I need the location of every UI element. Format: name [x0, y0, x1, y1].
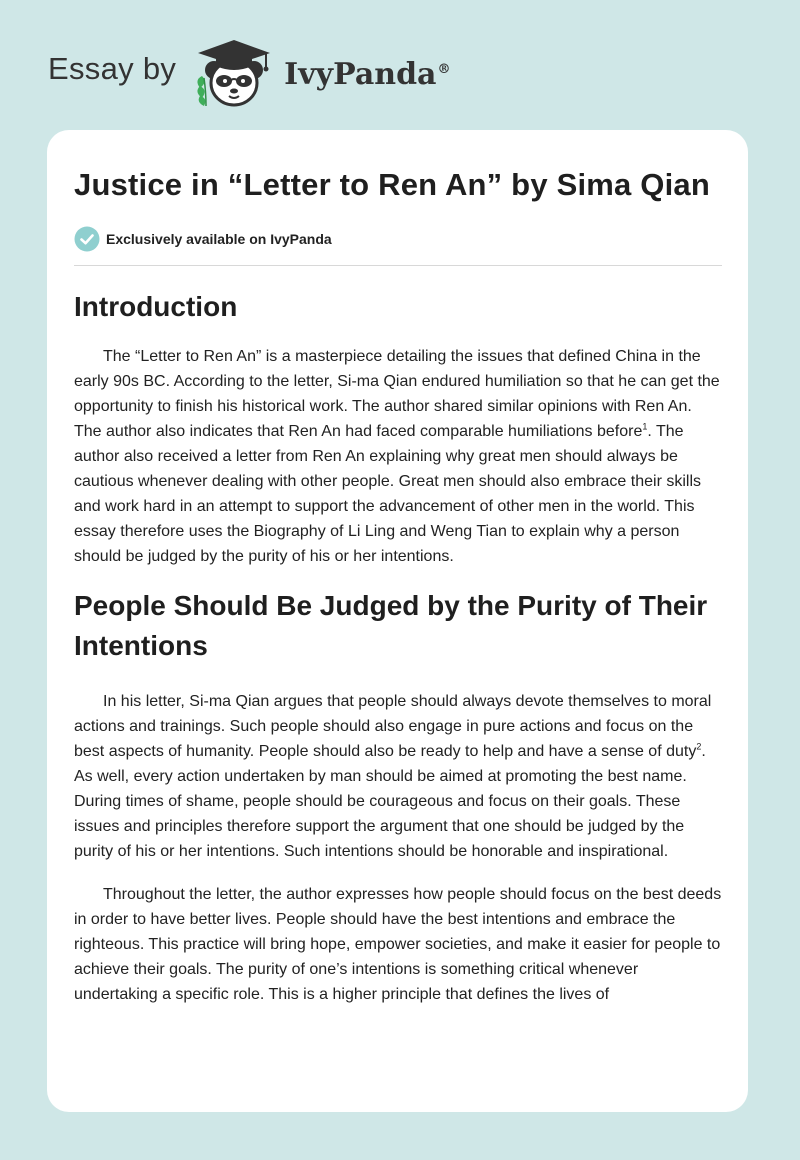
section-heading-purity: People Should Be Judged by the Purity of Their Intentions	[74, 590, 708, 661]
exclusive-badge-text: Exclusively available on IvyPanda	[106, 230, 332, 247]
paragraph-text: . As well, every action undertaken by man should be aimed at promoting the best name. During times of shame, people should be courageous and focus on their goals. These issues and principles therefore support the argument that one should be judged by the purity of his or her intentions. Such intentions should be honorable and inspirational.	[74, 743, 706, 860]
brand-header	[48, 34, 451, 110]
title-divider	[74, 265, 722, 266]
footnote-ref-1[interactable]: 1	[642, 421, 648, 432]
paragraph-text: In his letter, Si-ma Qian argues that people should always devote themselves to moral actions and trainings. Such people should also engage in pure actions and focus on the best aspects of humanity. People should also be ready to help and have a sense of duty	[74, 693, 712, 760]
paragraph-text: The “Letter to Ren An” is a masterpiece detailing the issues that defined China in the early 90s BC. According to the letter, Si-ma Qian endured humiliation so that he can get the opportunity to finish his historical work. The author shared similar opinions with Ren An. The author also indicates that Ren An had faced comparable humiliations before	[74, 348, 720, 440]
exclusive-badge	[74, 225, 722, 252]
essay-title: Justice in “Letter to Ren An” by Sima Qian	[74, 167, 710, 202]
brand-prefix: Essay by	[48, 51, 177, 86]
paragraph-purity-2: Throughout the letter, the author expresses how people should focus on the best deeds in order to have better lives. People should have the best intentions and embrace the righteous. This practice will bring hope, empower societies, and make it easier for people to achieve their goals. The purity of one’s intentions is something critical whenever undertaking a specific role. This is a higher principle that defines the lives of	[74, 886, 722, 1003]
paragraph-introduction	[74, 344, 722, 569]
footnote-ref-2[interactable]: 2	[696, 741, 702, 752]
brand-name	[284, 57, 450, 92]
paragraph-text: . The author also received a letter from Ren An explaining why great men should always be cautious whenever dealing with other people. Great men should also embrace their skills and work hard in an attempt to support the advancement of other men in the world. This essay therefore uses the Biography of Li Ling and Weng Tian to explain why a person should be judged by the purity of his or her intentions.	[74, 423, 702, 565]
paragraph-purity-1	[74, 689, 722, 864]
panda-logo-icon[interactable]	[192, 34, 276, 110]
brand-name-text: IvyPanda	[284, 56, 437, 92]
essay-card	[47, 130, 748, 1112]
brand-registered-mark: ®	[437, 61, 451, 77]
section-heading-introduction: Introduction	[74, 291, 238, 322]
check-circle-icon	[74, 226, 100, 252]
